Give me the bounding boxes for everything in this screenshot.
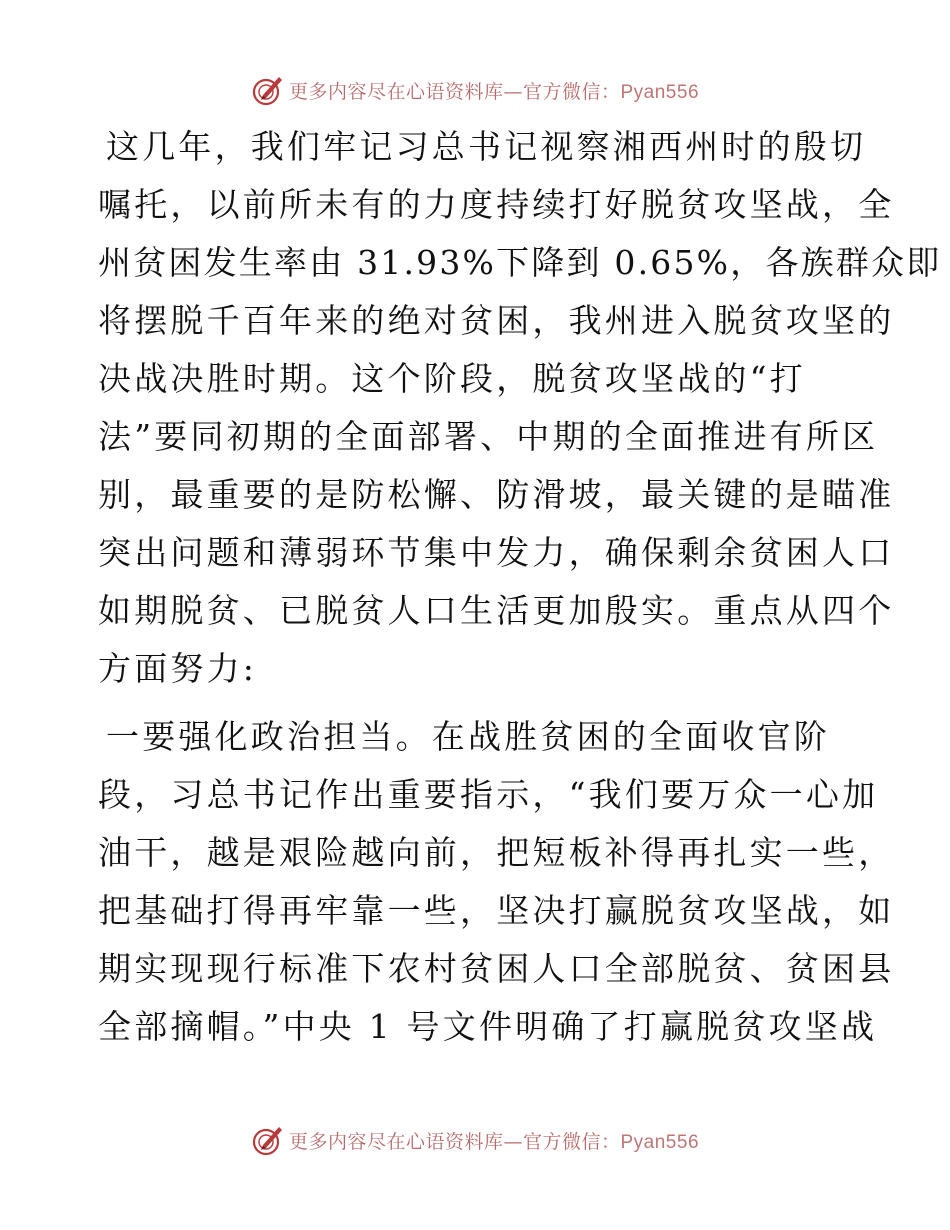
banner-wechat-label: 官方微信： xyxy=(522,1130,621,1153)
text-line: 别，最重要的是防松懈、防滑坡，最关键的是瞄准 xyxy=(98,475,895,514)
text-line: 段，习总书记作出重要指示，“我们要万众一心加 xyxy=(98,775,879,814)
header-banner xyxy=(0,70,950,110)
text-line: 将摆脱千百年来的绝对贫困，我州进入脱贫攻坚的 xyxy=(98,301,895,340)
text-line: 州贫困发生率由 31.93%下降到 0.65%，各族群众即 xyxy=(98,243,942,282)
text-line: 如期脱贫、已脱贫人口生活更加殷实。重点从四个 xyxy=(98,591,895,630)
text-line: 把基础打得再牢靠一些，坚决打赢脱贫攻坚战，如 xyxy=(98,891,895,930)
text-line: 这几年，我们牢记习总书记视察湘西州时的殷切 xyxy=(106,127,867,166)
banner-wechat-label: 官方微信： xyxy=(522,80,621,103)
text-line: 期实现现行标准下农村贫困人口全部脱贫、贫困县 xyxy=(98,949,895,988)
paragraph-gap xyxy=(98,698,858,708)
text-line: 一要强化政治担当。在战胜贫困的全面收官阶 xyxy=(106,717,830,756)
banner-text xyxy=(289,1127,699,1154)
paragraph-1 xyxy=(98,118,942,698)
text-line: 法”要同初期的全面部署、中期的全面推进有所区 xyxy=(98,417,879,456)
footer-banner xyxy=(0,1120,950,1160)
banner-dash: — xyxy=(503,1130,523,1153)
document-body xyxy=(98,118,942,1056)
banner-wechat-id: Pyan556 xyxy=(620,81,700,103)
text-line: 方面努力: xyxy=(98,649,258,688)
text-line: 全部摘帽。”中央 1 号文件明确了打赢脱贫攻坚战 xyxy=(98,1007,878,1046)
text-line: 嘱托，以前所未有的力度持续打好脱贫攻坚战，全 xyxy=(98,185,895,224)
banner-slogan: 更多内容尽在心语资料库 xyxy=(288,1130,504,1153)
banner-dash: — xyxy=(503,80,523,103)
paragraph-2 xyxy=(98,708,895,1056)
banner-wechat-id: Pyan556 xyxy=(620,1131,700,1153)
text-line: 突出问题和薄弱环节集中发力，确保剩余贫困人口 xyxy=(98,533,895,572)
banner-slogan: 更多内容尽在心语资料库 xyxy=(288,80,504,103)
pen-logo-icon xyxy=(251,73,285,107)
banner-text xyxy=(289,77,699,104)
pen-logo-icon xyxy=(251,1123,285,1157)
text-line: 决战决胜时期。这个阶段，脱贫攻坚战的“打 xyxy=(98,359,806,398)
text-line: 油干，越是艰险越向前，把短板补得再扎实一些， xyxy=(98,833,895,872)
